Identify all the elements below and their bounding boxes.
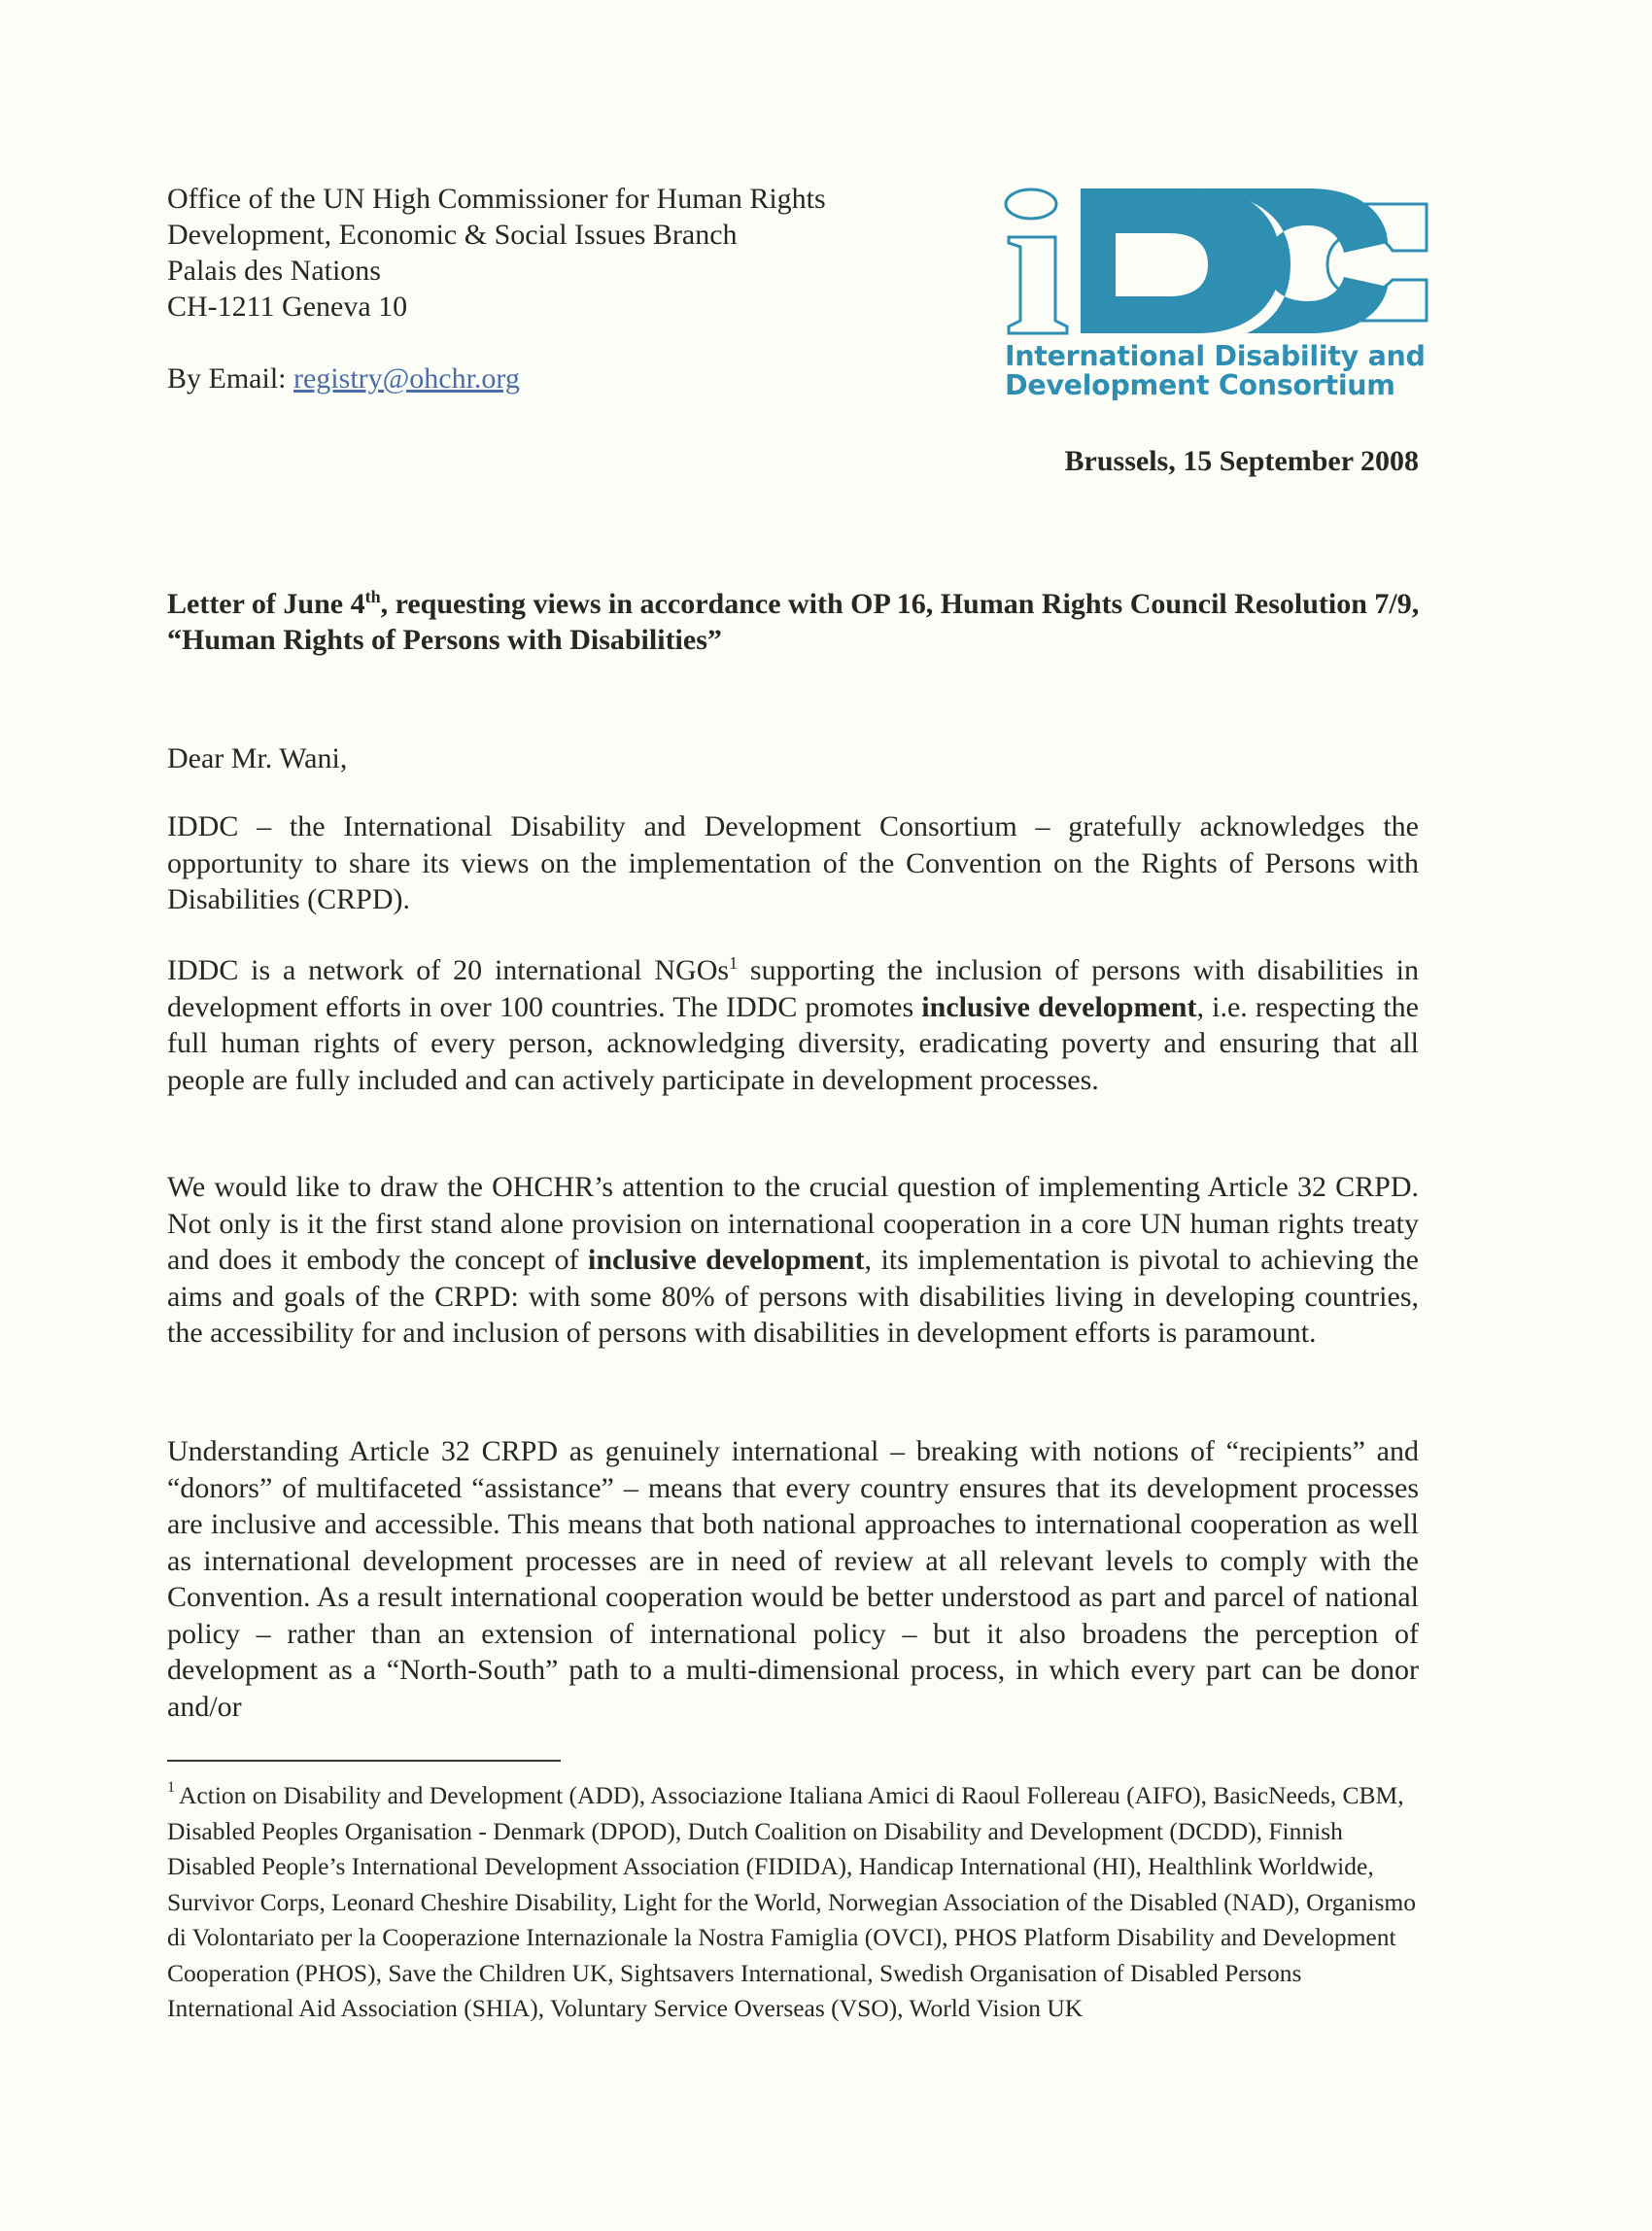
iddc-logo bbox=[999, 175, 1431, 408]
subject-line bbox=[167, 586, 1421, 658]
paragraph-4: Understanding Article 32 CRPD as genuinely international – breaking with notions of “recipients” and “donors” of multifaceted “assistance” – means that every country ensures that its development processes are inclusive and accessible. This means that both national approaches to international cooperation as well as international development processes are in need of review at all relevant levels to comply with the Convention. As a result international cooperation would be better understood as part and parcel of national policy – rather than an extension of international policy – but it also broadens the perception of development as a “North-South” path to a multi-dimensional process, in which every part can be donor and/or bbox=[167, 1435, 1419, 1723]
subject-text: Letter of June 4 bbox=[167, 588, 365, 620]
address-line: Palais des Nations bbox=[167, 255, 381, 287]
logo-wordmark bbox=[1005, 342, 1432, 400]
logo-line-1: International Disability and bbox=[1005, 340, 1426, 372]
logo-line-2: Development Consortium bbox=[1005, 369, 1395, 401]
letter-date: Brussels, 15 September 2008 bbox=[1064, 445, 1419, 477]
email-label: By Email: bbox=[167, 362, 293, 395]
address-line: Office of the UN High Commissioner for Human Rights bbox=[167, 183, 826, 215]
paragraph-text: supporting the inclusion of persons with disabilities in development efforts in over 100 countries. The IDDC promotes bbox=[167, 954, 1419, 1023]
paragraph-text: , i.e. respecting the full human rights of every person, acknowledging diversity, eradicating poverty and ensuring that all people are fully included and can actively participate in development processes. bbox=[167, 990, 1420, 1096]
paragraph-text: IDDC is a network of 20 international NGOs bbox=[167, 954, 730, 986]
address-line: CH-1211 Geneva 10 bbox=[167, 291, 408, 323]
footnote bbox=[167, 1778, 1421, 2027]
footnote-text: Action on Disability and Development (ADD), Associazione Italiana Amici di Raoul Follereau (AIFO), BasicNeeds, CBM, Disabled Peoples Organisation - Denmark (DPOD), Dutch Coalition on Disability and Development (DCDD), Finnish Disabled People’s International Development Association (FIDIDA), Handicap International (HI), Healthlink Worldwide, Survivor Corps, Leonard Cheshire Disability, Light for the World, Norwegian Association of the Disabled (NAD), Organismo di Volontariato per la Cooperazione Internazionale la Nostra Famiglia (OVCI), PHOS Platform Disability and Development Cooperation (PHOS), Save the Children UK, Sightsavers International, Swedish Organisation of Disabled Persons International Aid Association (SHIA), Voluntary Service Overseas (VSO), World Vision UK bbox=[167, 1781, 1417, 2022]
paragraph-text: , its implementation is pivotal to achieving the aims and goals of the CRPD: with some 80% of persons with disabilities living in developing countries, the accessibility for and inclusion of persons with disabilities in development efforts is paramount. bbox=[167, 1244, 1419, 1349]
emphasis: inclusive development bbox=[587, 1244, 865, 1276]
salutation: Dear Mr. Wani, bbox=[167, 742, 348, 774]
paragraph-text: We would like to draw the OHCHR’s attention to the crucial question of implementing Article 32 CRPD. Not only is it the first stand alone provision on international cooperation in a core UN human rights treaty and does it embody the concept of bbox=[167, 1171, 1419, 1276]
subject-text: , requesting views in accordance with OP 16, Human Rights Council Resolution 7/9, “Human Rights of Persons with Disabilities” bbox=[167, 588, 1420, 656]
footnote-marker: 1 bbox=[167, 1779, 175, 1796]
footnote-divider bbox=[167, 1760, 561, 1762]
paragraph-3 bbox=[167, 1169, 1419, 1352]
email-link[interactable]: registry@ohchr.org bbox=[293, 362, 520, 395]
recipient-address bbox=[167, 181, 826, 325]
address-line: Development, Economic & Social Issues Branch bbox=[167, 219, 738, 251]
email-line bbox=[167, 362, 520, 395]
emphasis: inclusive development bbox=[921, 990, 1197, 1023]
footnote-reference[interactable]: 1 bbox=[729, 953, 739, 973]
iddc-logo-icon bbox=[999, 175, 1431, 335]
paragraph-2 bbox=[167, 952, 1419, 1098]
subject-ordinal: th bbox=[364, 587, 381, 606]
paragraph-1: IDDC – the International Disability and Development Consortium – gratefully acknowledges the opportunity to share its views on the implementation of the Convention on the Rights of Persons with Disabilities (CRPD). bbox=[167, 810, 1419, 915]
